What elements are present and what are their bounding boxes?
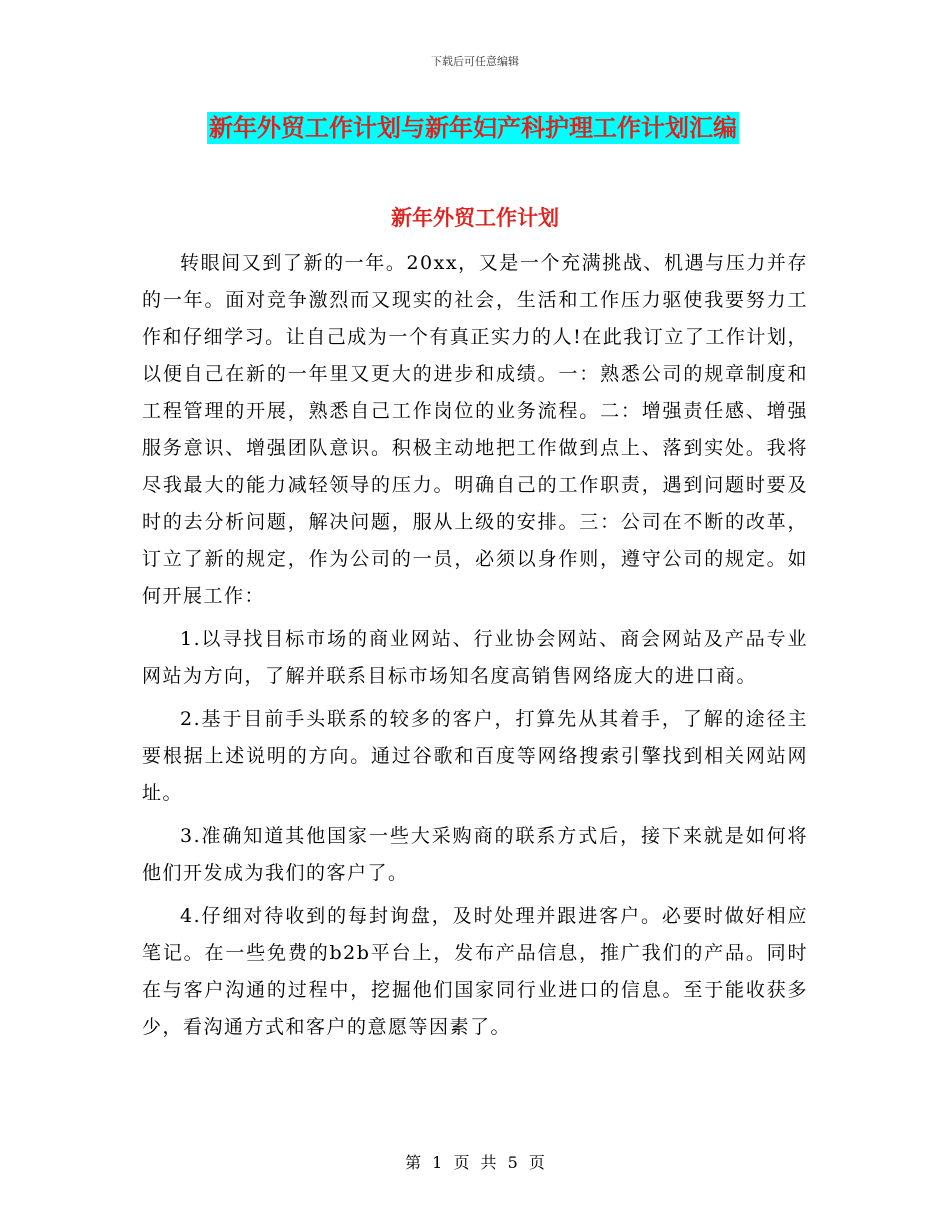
paragraph-item-3: 3.准确知道其他国家一些大采购商的联系方式后，接下来就是如何将他们开发成为我们的客户了。: [142, 825, 808, 884]
document-body: [142, 245, 808, 1046]
paragraph-intro: 转眼间又到了新的一年。20xx，又是一个充满挑战、机遇与压力并存的一年。面对竞争激烈而又现实的社会，生活和工作压力驱使我要努力工作和仔细学习。让自己成为一个有真正实力的人!在此我订立了工作计划，以便自己在新的一年里又更大的进步和成绩。一：熟悉公司的规章制度和工程管理的开展，熟悉自己工作岗位的业务流程。二：增强责任感、增强服务意识、增强团队意识。积极主动地把工作做到点上、落到实处。我将尽我最大的能力减轻领导的压力。明确自己的工作职责，遇到问题时要及时的去分析问题，解决问题，服从上级的安排。三：公司在不断的改革，订立了新的规定，作为公司的一员，必须以身作则，遵守公司的规定。如何开展工作：: [142, 252, 808, 607]
paragraph-item-4: 4.仔细对待收到的每封询盘，及时处理并跟进客户。必要时做好相应笔记。在一些免费的b2b平台上，发布产品信息，推广我们的产品。同时在与客户沟通的过程中，挖掘他们国家同行业进口的信息。至于能收获多少，看沟通方式和客户的意愿等因素了。: [142, 905, 808, 1038]
page-footer: 第 1 页 共 5 页: [405, 1153, 545, 1172]
paragraph-item-2: 2.基于目前手头联系的较多的客户，打算先从其着手，了解的途径主要根据上述说明的方向。通过谷歌和百度等网络搜索引擎找到相关网站网址。: [142, 708, 808, 804]
paragraph-item-1: 1.以寻找目标市场的商业网站、行业协会网站、商会网站及产品专业网站为方向，了解并联系目标市场知名度高销售网络庞大的进口商。: [142, 628, 808, 687]
section-title: 新年外贸工作计划: [391, 206, 559, 230]
header-note: 下载后可任意编辑: [431, 55, 519, 68]
document-title: 新年外贸工作计划与新年妇产科护理工作计划汇编: [209, 114, 737, 142]
